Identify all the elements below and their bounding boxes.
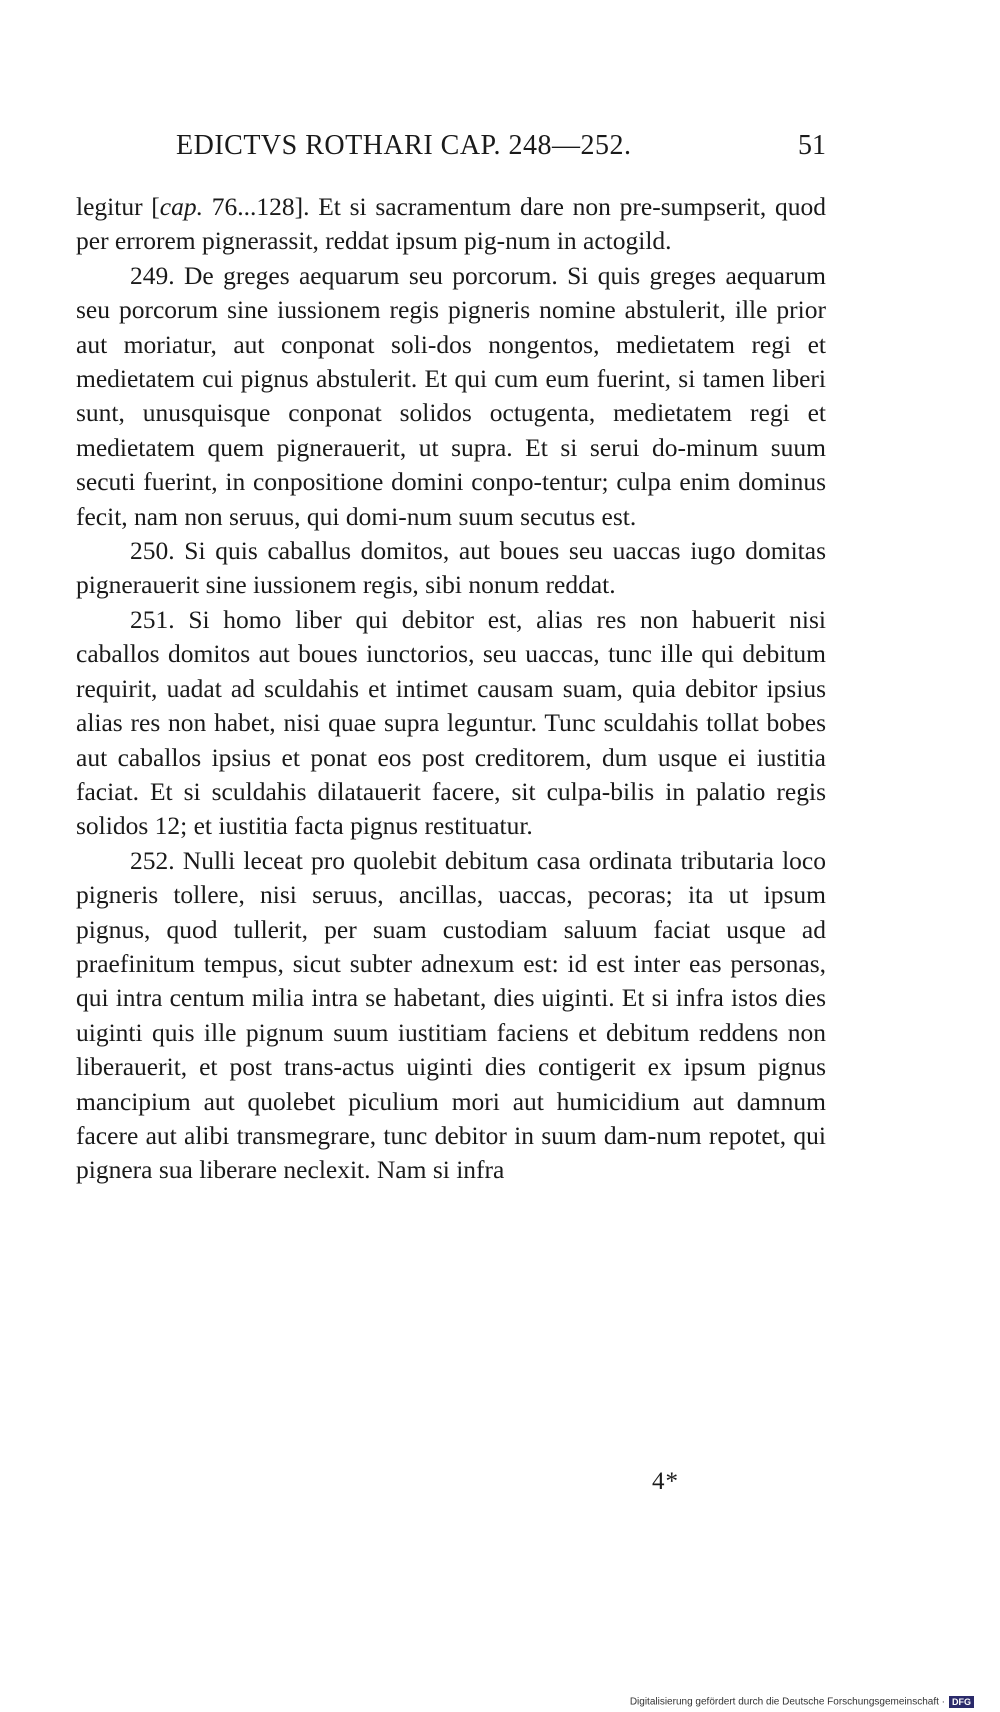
paragraph-chapter-251: 251. Si homo liber qui debitor est, alias res non habuerit nisi caballos domitos aut boues iunctorios, seu uaccas, tunc ille qui debitum requirit, uadat ad sculdahis et intimet causam suam, quia debitor ipsius alias res non habet, nisi quae supra leguntur. Tunc sculdahis tollat bobes aut caballos ipsius et ponat eos post creditorem, dum usque ei iustitia faciat. Et si sculdahis dilatauerit facere, sit culpa-bilis in palatio regis solidos 12; et iustitia facta pignus restituatur. bbox=[76, 604, 826, 841]
paragraph-chapter-250: 250. Si quis caballus domitos, aut boues seu uaccas iugo domitas pignerauerit sine iussionem regis, sibi nonum reddat. bbox=[76, 536, 826, 600]
dfg-logo-icon: DFG bbox=[949, 1696, 974, 1708]
paragraph-continuation bbox=[76, 190, 826, 259]
text-run: 76...128]. Et si sacramentum dare non pre-sumpserit, quod per errorem pignerassit, reddat ipsum pig-num in actogild. bbox=[76, 192, 826, 256]
running-title: EDICTVS ROTHARI CAP. 248—252. bbox=[176, 130, 632, 161]
text-run: legitur [ bbox=[76, 192, 160, 221]
signature-mark: 4* bbox=[652, 1468, 679, 1495]
footer-text: Digitalisierung gefördert durch die Deutsche Forschungsgemeinschaft · bbox=[629, 1696, 945, 1708]
paragraph-chapter-249: 249. De greges aequarum seu porcorum. Si quis greges aequarum seu porcorum sine iussionem regis pigneris nomine abstulerit, ille prior aut moriatur, aut conponat soli-dos nongentos, medietatem regi et medietatem cui pignus abstulerit. Et qui cum eum fuerint, si tamen liberi sunt, unusquisque conponat solidos octugenta, medietatem regi et medietatem quem pignerauerit, ut supra. Et si serui do-minum suum secuti fuerint, in conpositione domini conpo-tentur; culpa enim dominus fecit, nam non seruus, qui domi-num suum secutus est. bbox=[76, 260, 826, 531]
page-number: 51 bbox=[798, 130, 826, 161]
paragraph-chapter-252: 252. Nulli leceat pro quolebit debitum casa ordinata tributaria loco pigneris tollere, nisi seruus, ancillas, uaccas, pecoras; ita ut ipsum pignus, quod tullerit, per suam custodiam saluum faciat usque ad praefinitum tempus, sicut subter adnexum est: id est inter eas personas, qui intra centum milia intra se habetant, dies uiginti. Et si infra istos dies uiginti quis ille pignum suum iustitiam faciens et debitum reddens non liberauerit, et post trans-actus uiginti dies contigerit ex ipsum pignus mancipium aut quolebet piculium mori aut humicidium aut damnum facere aut alibi transmegrare, tunc debitor in suum dam-num repotet, qui pignera sua liberare neclexit. Nam si infra bbox=[76, 845, 826, 1185]
main-text bbox=[76, 190, 826, 1188]
italic-citation: cap. bbox=[159, 192, 203, 221]
digitization-footer bbox=[630, 1696, 974, 1708]
running-head bbox=[76, 130, 826, 170]
